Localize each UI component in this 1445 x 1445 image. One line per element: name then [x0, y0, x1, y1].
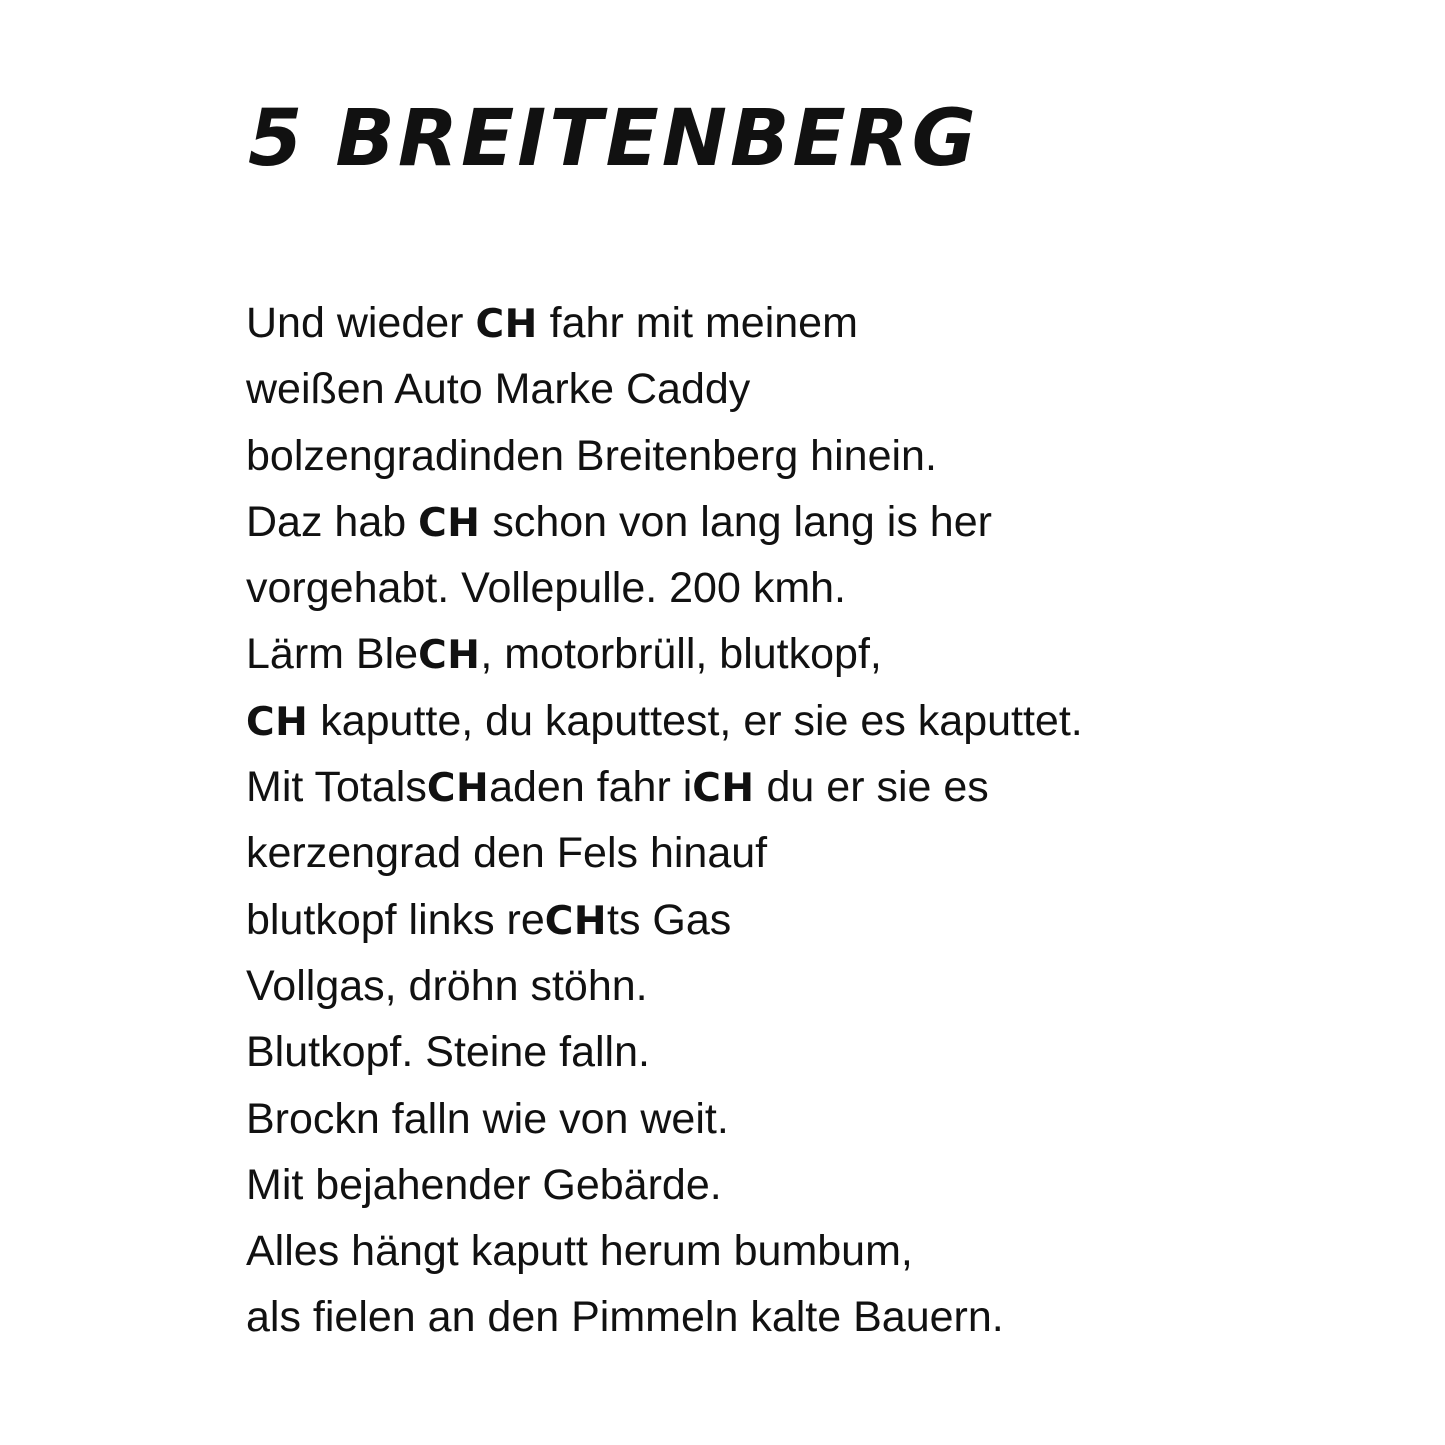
- poem-line: [246, 1086, 1083, 1152]
- poem-line: [246, 754, 1083, 820]
- poem-text: du er sie es: [754, 763, 989, 812]
- poem-line: [246, 356, 1083, 422]
- poem-text: Und wieder: [246, 299, 476, 347]
- poem-text: bolzengradinden Breitenberg hinein.: [246, 431, 937, 480]
- ch-stylized-glyph: CH: [246, 699, 309, 745]
- poem-line: [246, 1019, 1083, 1085]
- poem-text: Mit bejahender Gebärde.: [246, 1160, 722, 1209]
- ch-stylized-glyph: CH: [418, 633, 481, 679]
- poem-text: ts Gas: [607, 895, 732, 944]
- ch-stylized-glyph: CH: [418, 500, 481, 546]
- ch-stylized-glyph: CH: [426, 766, 490, 812]
- poem-text: kerzengrad den Fels hinauf: [246, 829, 768, 878]
- poem-text: Mit Totals: [246, 763, 427, 812]
- poem-line: [246, 953, 1083, 1019]
- ch-stylized-glyph: CH: [475, 302, 538, 347]
- poem-text: Brockn falln wie von weit.: [246, 1094, 729, 1143]
- poem-line: [246, 1218, 1083, 1284]
- poem-text: weißen Auto Marke Caddy: [246, 365, 751, 414]
- poem-line: [246, 423, 1083, 489]
- poem-title: 5 BREITENBERG: [248, 94, 979, 184]
- ch-stylized-glyph: CH: [692, 766, 755, 812]
- poem-text: Lärm Ble: [246, 630, 419, 679]
- poem-text: vorgehabt. Vollepulle. 200 kmh.: [246, 564, 847, 613]
- poem-text: fahr mit meinem: [537, 299, 858, 347]
- poem-text: blutkopf links re: [246, 895, 545, 944]
- poem-text: schon von lang lang is her: [480, 497, 992, 546]
- poem-text: , motorbrüll, blutkopf,: [480, 630, 882, 679]
- poem-text: als fielen an den Pimmeln kalte Bauern.: [246, 1293, 1004, 1342]
- poem-text: Alles hängt kaputt herum bumbum,: [246, 1227, 913, 1276]
- poem-line: [246, 1152, 1083, 1218]
- poem-line: [246, 621, 1083, 687]
- poem-text: kaputte, du kaputtest, er sie es kaputtet.: [308, 696, 1083, 745]
- poem-line: [246, 555, 1083, 621]
- poem-body: [246, 290, 1083, 1351]
- poem-line: [246, 820, 1083, 886]
- poem-line: [246, 688, 1083, 754]
- poem-line: [246, 887, 1083, 953]
- poem-text: Daz hab: [246, 497, 419, 546]
- ch-stylized-glyph: CH: [544, 898, 608, 944]
- poem-text: aden fahr i: [489, 763, 693, 812]
- poem-line: [246, 489, 1083, 555]
- poem-line: [246, 290, 1083, 356]
- poem-line: [246, 1284, 1083, 1350]
- poem-text: Vollgas, dröhn stöhn.: [246, 961, 648, 1010]
- poem-text: Blutkopf. Steine falln.: [246, 1028, 650, 1077]
